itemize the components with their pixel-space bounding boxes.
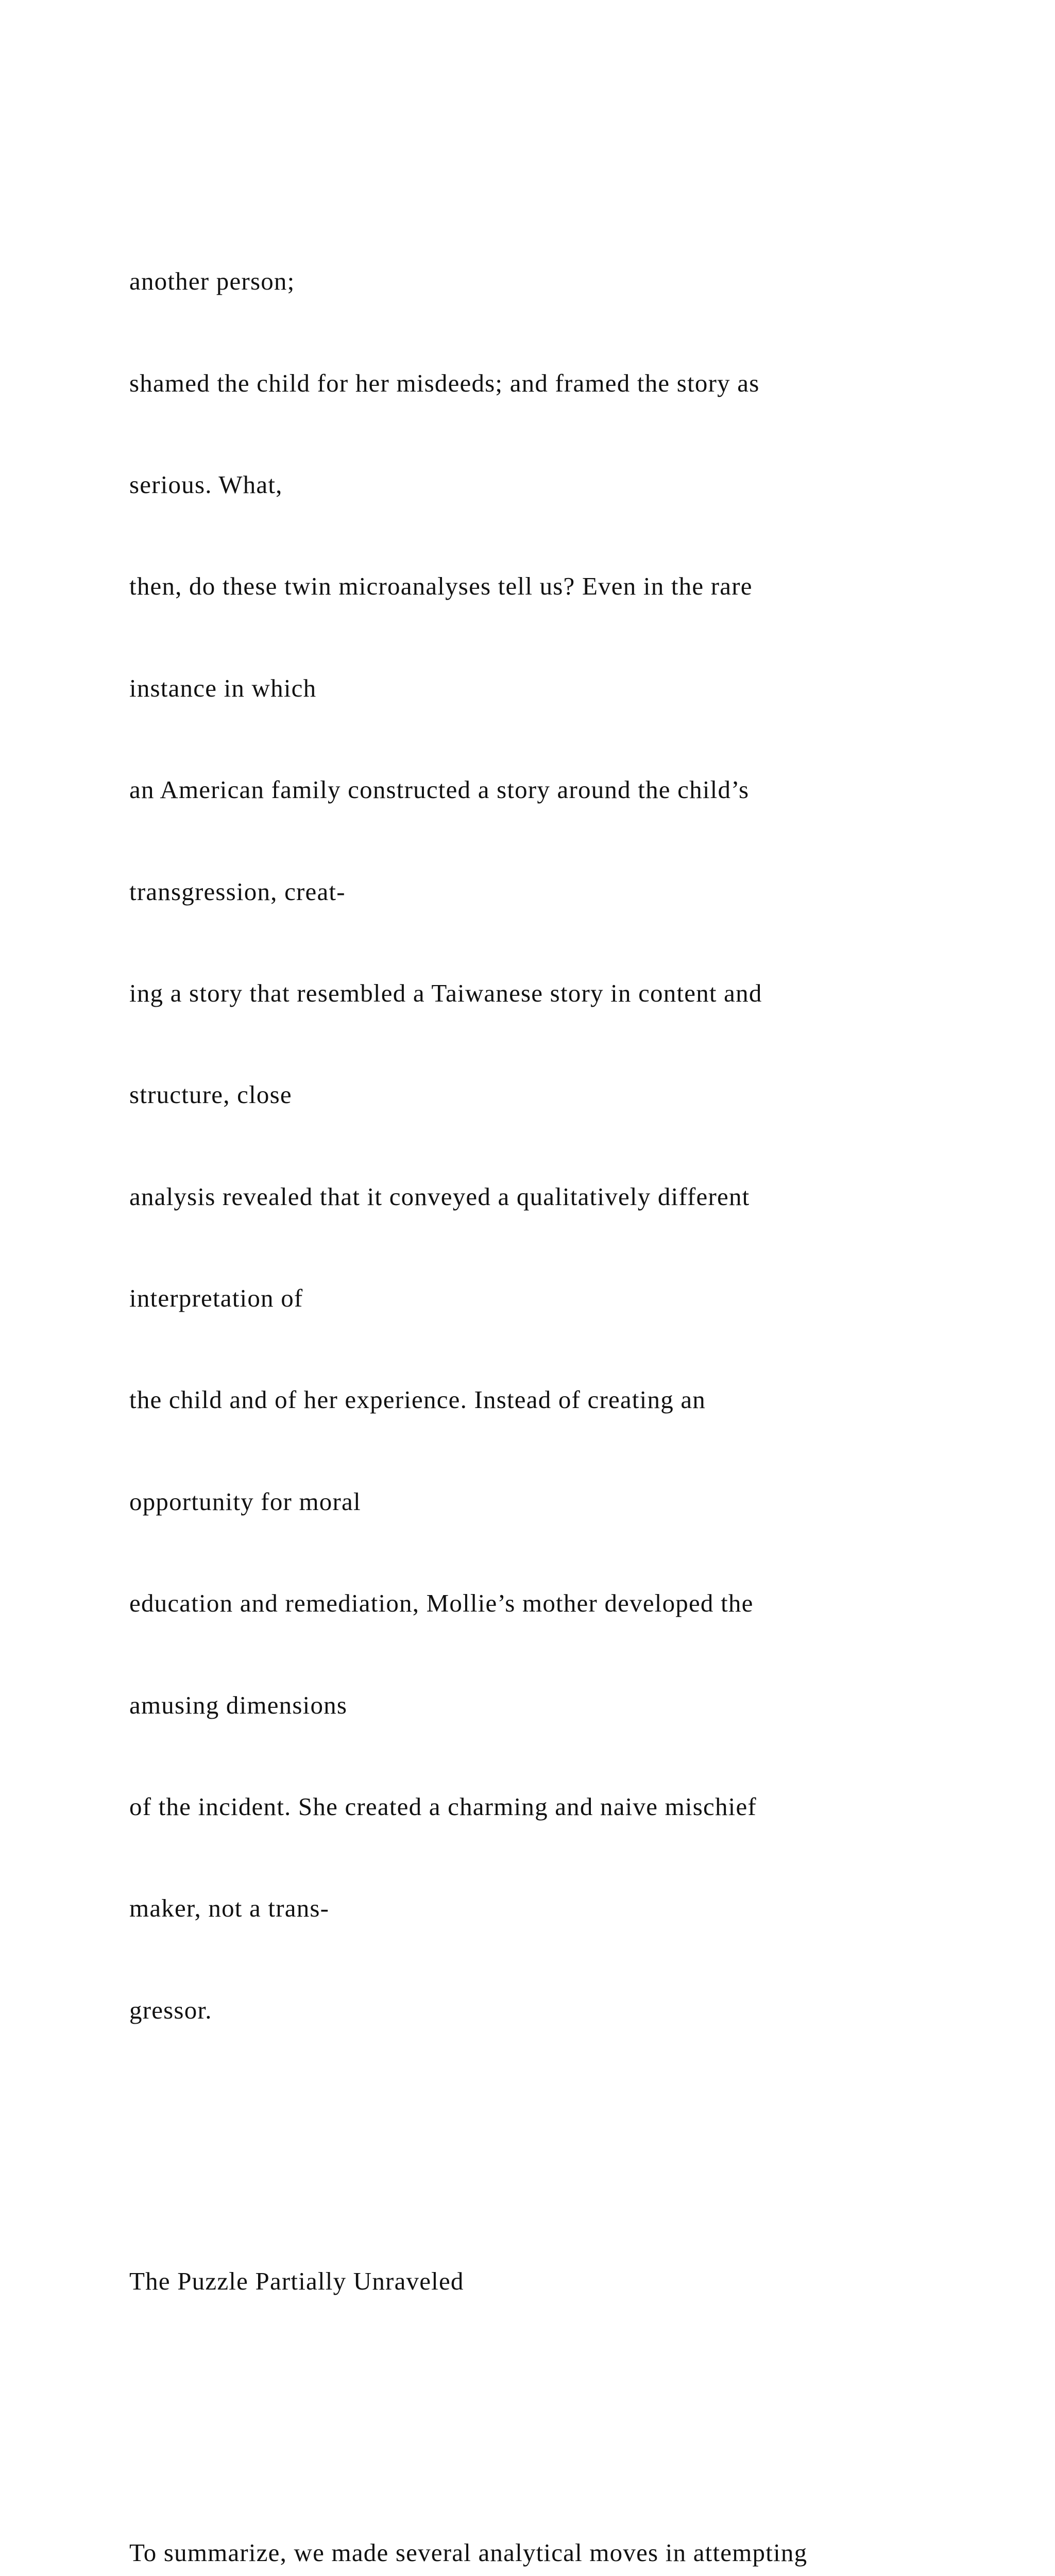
text-line: ing a story that resembled a Taiwanese story in content and xyxy=(129,978,762,1007)
text-line: gressor. xyxy=(129,1995,212,2024)
text-line: transgression, creat- xyxy=(129,877,346,906)
text-line: analysis revealed that it conveyed a qualitatively different xyxy=(129,1182,750,1211)
section-heading: The Puzzle Partially Unraveled xyxy=(129,2267,464,2296)
paragraph-1 xyxy=(129,197,979,2095)
text-line: education and remediation, Mollie’s mother developed the xyxy=(129,1589,754,1618)
text-line: instance in which xyxy=(129,673,317,702)
text-line: interpretation of xyxy=(129,1284,303,1313)
paragraph-gap xyxy=(129,2163,979,2197)
text-line: opportunity for moral xyxy=(129,1487,361,1516)
text-line: then, do these twin microanalyses tell us? Even in the rare xyxy=(129,572,753,601)
text-line: the child and of her experience. Instead of creating an xyxy=(129,1385,706,1414)
paragraph-gap xyxy=(129,2366,979,2400)
body-text xyxy=(129,129,979,2576)
text-line: of the incident. She created a charming and naive mischief xyxy=(129,1792,757,1821)
text-line: structure, close xyxy=(129,1080,292,1109)
paragraph-2 xyxy=(129,2468,979,2576)
text-line: maker, not a trans- xyxy=(129,1894,330,1923)
text-line: another person; xyxy=(129,267,295,296)
text-line: amusing dimensions xyxy=(129,1690,348,1719)
text-line: shamed the child for her misdeeds; and framed the story as xyxy=(129,368,760,397)
text-line: To summarize, we made several analytical moves in attempting xyxy=(129,2538,808,2567)
text-line: serious. What, xyxy=(129,470,283,499)
text-line: an American family constructed a story around the child’s xyxy=(129,775,750,804)
